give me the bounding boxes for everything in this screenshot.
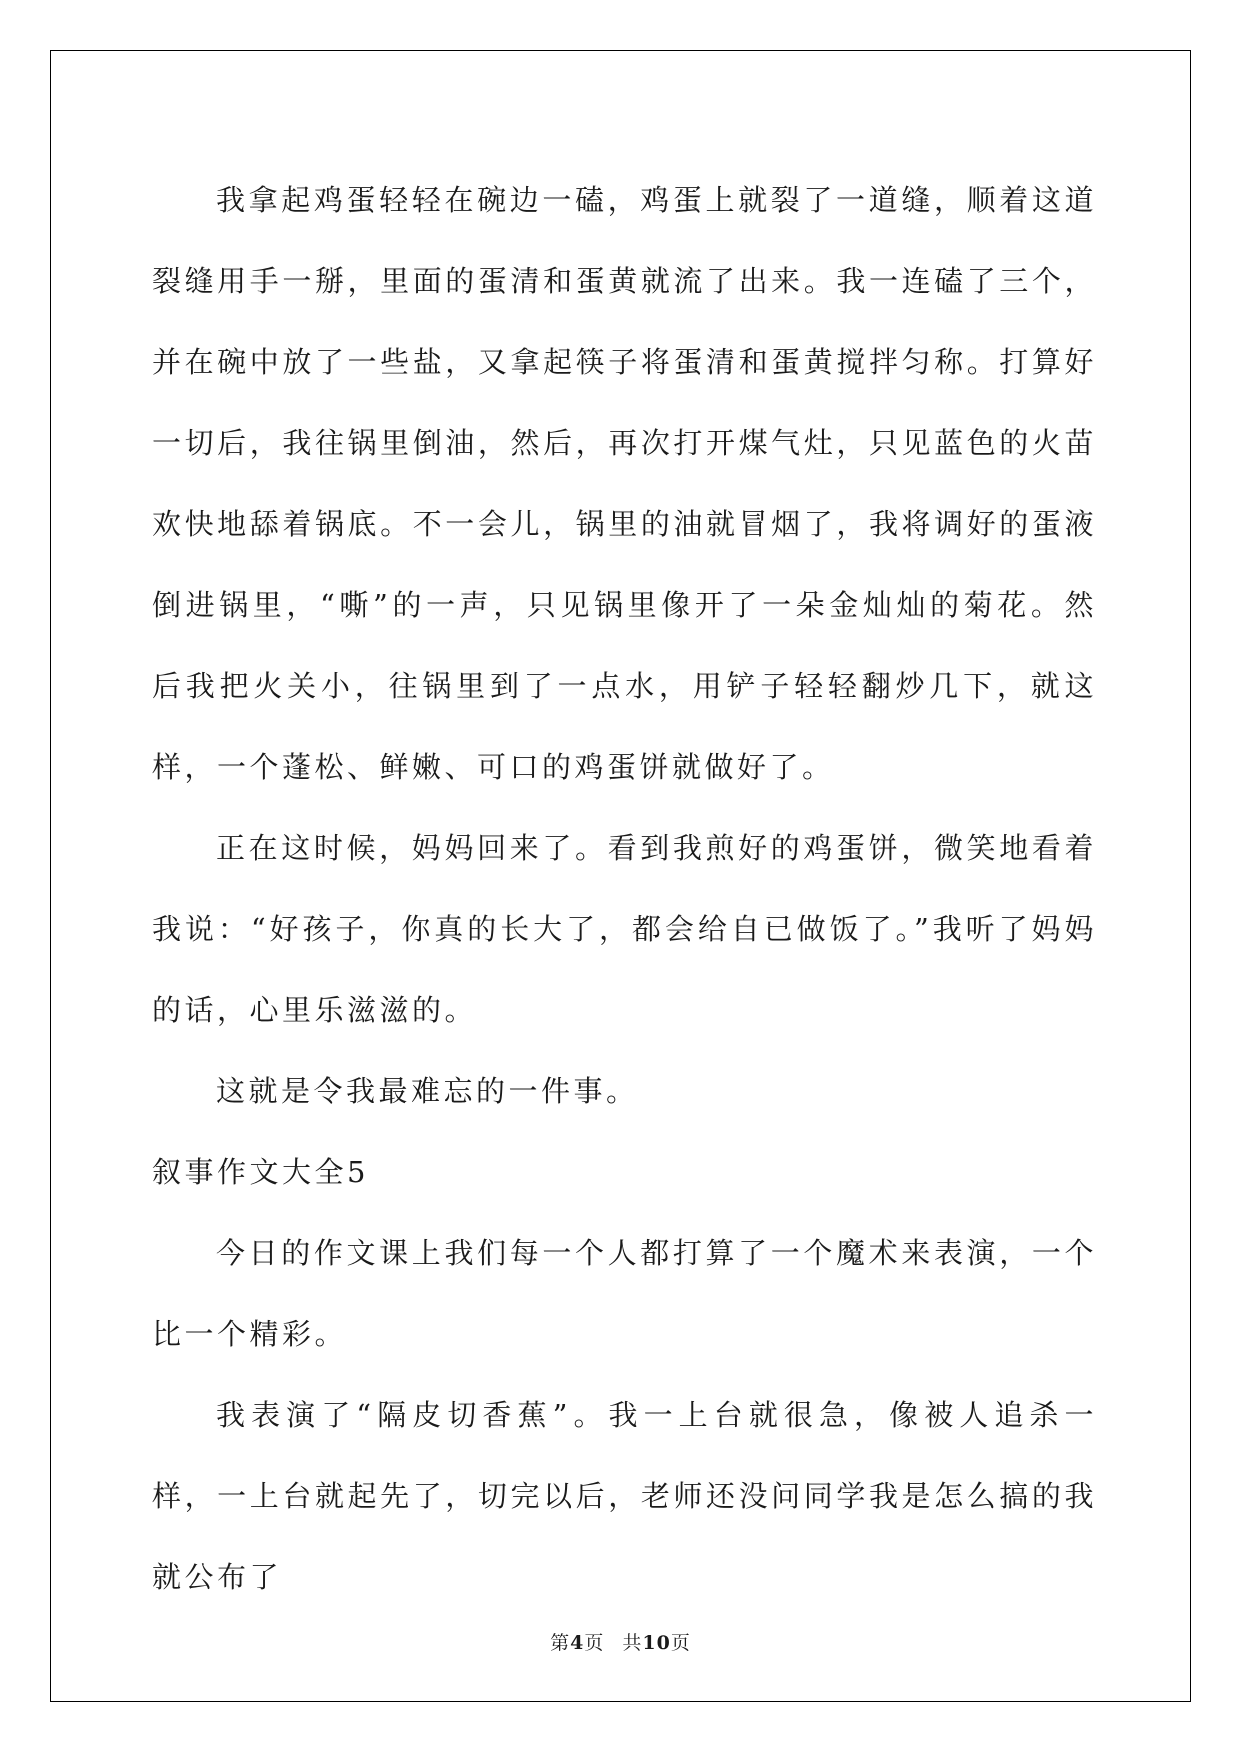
paragraph-conclusion: 这就是令我最难忘的一件事。 — [216, 1074, 639, 1108]
footer-page-number: 4 — [570, 1632, 585, 1654]
paragraph-mother-returns: 正在这时候，妈妈回来了。看到我煎好的鸡蛋饼，微笑地看着我说：“好孩子，你真的长大了，都会给自已做饭了。”我听了妈妈的话，心里乐滋滋的。 — [152, 831, 1097, 1027]
section-heading: 叙事作文大全5 — [152, 1155, 369, 1189]
footer-total-pages: 10 — [642, 1632, 671, 1654]
footer-total-suffix: 页 — [670, 1632, 691, 1654]
paragraph-egg-cooking: 我拿起鸡蛋轻轻在碗边一磕，鸡蛋上就裂了一道缝，顺着这道裂缝用手一掰，里面的蛋清和蛋黄就流了出来。我一连磕了三个，并在碗中放了一些盐，又拿起筷子将蛋清和蛋黄搅拌匀称。打算好一切后，我往锅里倒油，然后，再次打开煤气灶，只见蓝色的火苗欢快地舔着锅底。不一会儿，锅里的油就冒烟了，我将调好的蛋液倒进锅里，“嘶”的一声，只见锅里像开了一朵金灿灿的菊花。然后我把火关小，往锅里到了一点水，用铲子轻轻翻炒几下，就这样，一个蓬松、鲜嫩、可口的鸡蛋饼就做好了。 — [152, 183, 1097, 784]
footer-page-suffix: 页 — [584, 1632, 605, 1654]
page-footer — [0, 1628, 1241, 1655]
paragraph-magic-class: 今日的作文课上我们每一个人都打算了一个魔术来表演，一个比一个精彩。 — [152, 1236, 1097, 1351]
footer-prefix: 第 — [550, 1632, 571, 1654]
document-body — [152, 160, 1097, 1618]
paragraph-banana-trick: 我表演了“隔皮切香蕉”。我一上台就很急，像被人追杀一样，一上台就起先了，切完以后，老师还没问同学我是怎么搞的我就公布了 — [152, 1398, 1097, 1594]
footer-total-prefix: 共 — [622, 1632, 643, 1654]
